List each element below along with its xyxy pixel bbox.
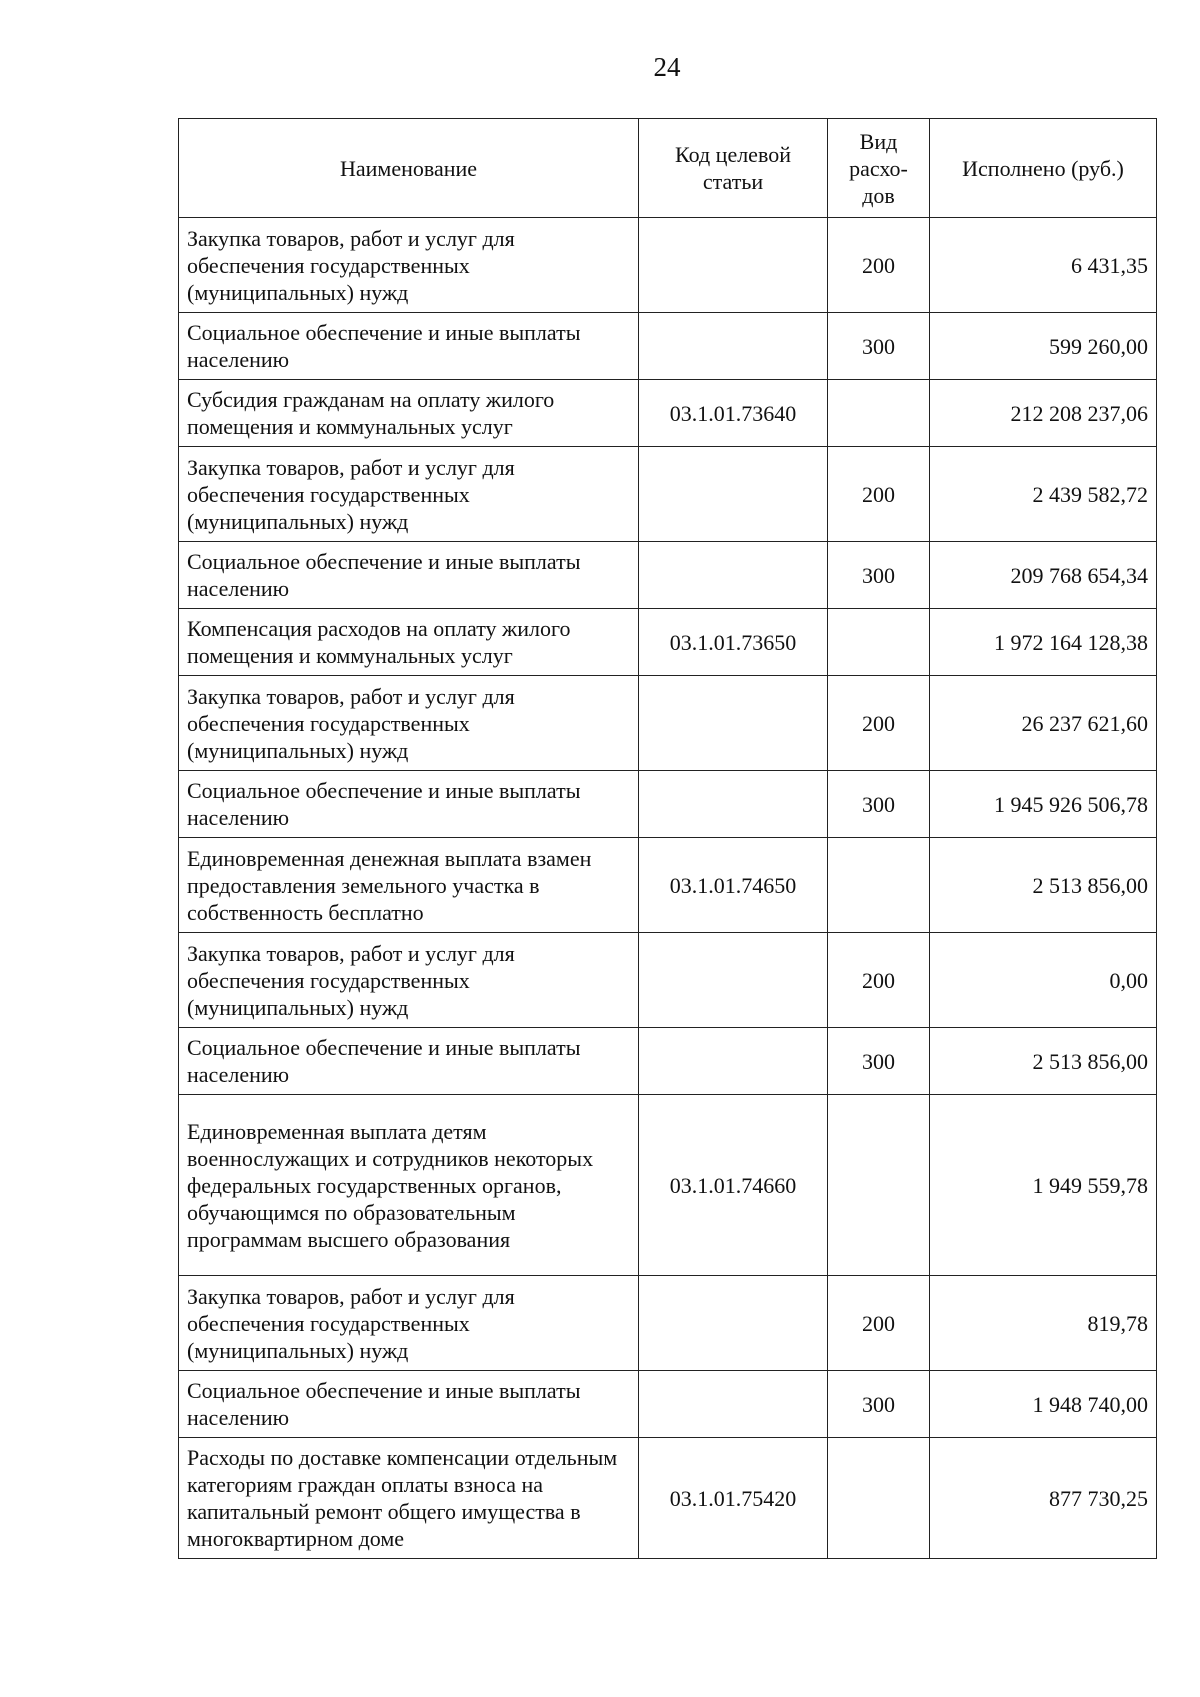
table-row [179,380,1157,447]
row-code [639,1276,828,1371]
row-type [828,380,930,447]
row-code [639,447,828,542]
row-amount: 1 949 559,78 [930,1095,1157,1276]
row-name: Закупка товаров, работ и услуг для обеспечения государственных (муниципальных) нужд [179,933,639,1028]
row-type: 300 [828,1028,930,1095]
row-type: 200 [828,933,930,1028]
table-row [179,313,1157,380]
row-name: Социальное обеспечение и иные выплаты населению [179,771,639,838]
row-amount: 209 768 654,34 [930,542,1157,609]
page-number: 24 [653,52,681,82]
row-type: 300 [828,1371,930,1438]
row-type: 200 [828,1276,930,1371]
row-name: Закупка товаров, работ и услуг для обеспечения государственных (муниципальных) нужд [179,218,639,313]
table-row [179,1276,1157,1371]
row-code [639,771,828,838]
header-type: Вид расхо-дов [828,119,930,218]
row-type: 300 [828,313,930,380]
table-row [179,1028,1157,1095]
expenditure-table [178,118,1157,1559]
row-type: 300 [828,771,930,838]
row-code [639,1371,828,1438]
row-type [828,609,930,676]
row-code: 03.1.01.73640 [639,380,828,447]
row-code [639,313,828,380]
row-name: Субсидия гражданам на оплату жилого помещения и коммунальных услуг [179,380,639,447]
row-code [639,542,828,609]
row-type: 200 [828,676,930,771]
table-header-row [179,119,1157,218]
row-type [828,1438,930,1559]
header-code: Код целевой статьи [639,119,828,218]
header-name: Наименование [179,119,639,218]
row-amount: 1 972 164 128,38 [930,609,1157,676]
table-row [179,1438,1157,1559]
table-row [179,447,1157,542]
row-code: 03.1.01.74650 [639,838,828,933]
row-amount: 599 260,00 [930,313,1157,380]
row-type: 200 [828,218,930,313]
row-amount: 819,78 [930,1276,1157,1371]
row-name: Единовременная денежная выплата взамен предоставления земельного участка в собственность бесплатно [179,838,639,933]
row-code [639,218,828,313]
table-row [179,542,1157,609]
row-amount: 2 513 856,00 [930,1028,1157,1095]
table-row [179,676,1157,771]
row-name: Расходы по доставке компенсации отдельным категориям граждан оплаты взноса на капитальный ремонт общего имущества в многоквартирном доме [179,1438,639,1559]
row-code: 03.1.01.75420 [639,1438,828,1559]
row-name: Компенсация расходов на оплату жилого помещения и коммунальных услуг [179,609,639,676]
table-row [179,1095,1157,1276]
row-type [828,838,930,933]
row-amount: 1 948 740,00 [930,1371,1157,1438]
row-type [828,1095,930,1276]
table-row [179,609,1157,676]
row-amount: 2 513 856,00 [930,838,1157,933]
row-code [639,933,828,1028]
row-name: Закупка товаров, работ и услуг для обеспечения государственных (муниципальных) нужд [179,1276,639,1371]
row-code: 03.1.01.74660 [639,1095,828,1276]
row-amount: 0,00 [930,933,1157,1028]
row-name: Социальное обеспечение и иные выплаты населению [179,1028,639,1095]
row-amount: 26 237 621,60 [930,676,1157,771]
table-row [179,1371,1157,1438]
row-name: Социальное обеспечение и иные выплаты населению [179,542,639,609]
row-code: 03.1.01.73650 [639,609,828,676]
row-code [639,1028,828,1095]
row-code [639,676,828,771]
row-amount: 2 439 582,72 [930,447,1157,542]
header-amount: Исполнено (руб.) [930,119,1157,218]
row-amount: 1 945 926 506,78 [930,771,1157,838]
row-name: Социальное обеспечение и иные выплаты населению [179,313,639,380]
row-type: 200 [828,447,930,542]
row-amount: 212 208 237,06 [930,380,1157,447]
row-amount: 6 431,35 [930,218,1157,313]
row-amount: 877 730,25 [930,1438,1157,1559]
table-row [179,218,1157,313]
table-row [179,933,1157,1028]
row-name: Единовременная выплата детям военнослужащих и сотрудников некоторых федеральных государственных органов, обучающимся по образовательным программам высшего образования [179,1095,639,1276]
table-row [179,771,1157,838]
row-name: Закупка товаров, работ и услуг для обеспечения государственных (муниципальных) нужд [179,447,639,542]
row-name: Закупка товаров, работ и услуг для обеспечения государственных (муниципальных) нужд [179,676,639,771]
row-type: 300 [828,542,930,609]
table-row [179,838,1157,933]
row-name: Социальное обеспечение и иные выплаты населению [179,1371,639,1438]
